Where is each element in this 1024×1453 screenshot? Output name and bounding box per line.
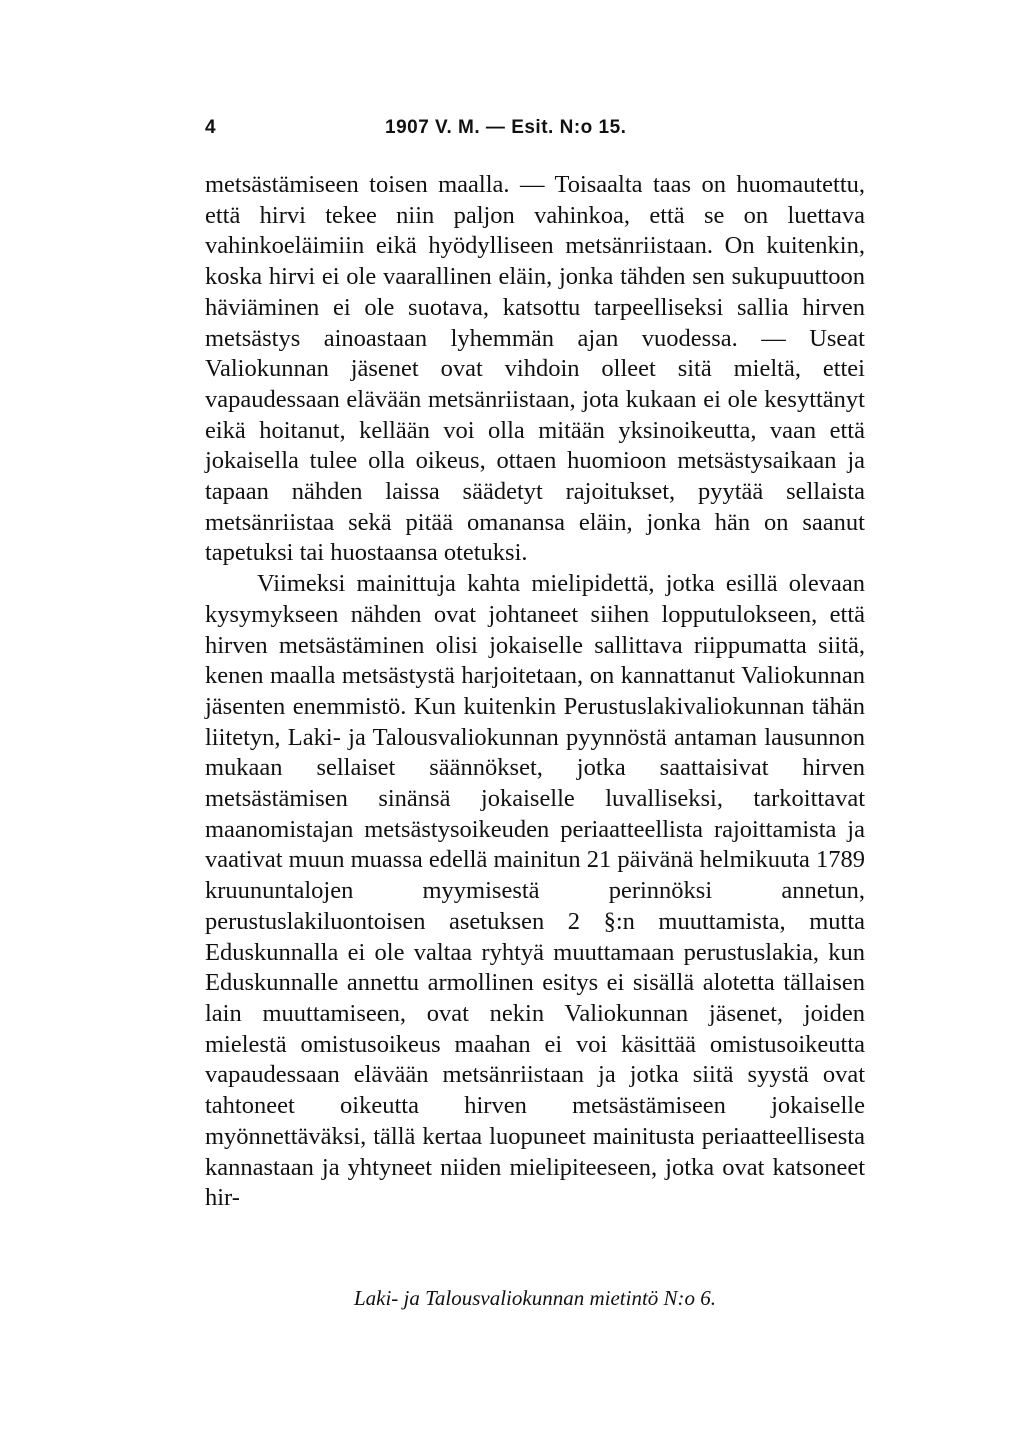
footer-signature: Laki- ja Talousvaliokunnan mietintö N:o 6.	[353, 1286, 717, 1310]
body-text	[205, 170, 865, 1214]
running-header	[205, 117, 865, 147]
page-number: 4	[205, 117, 217, 138]
header-title: 1907 V. M. — Esit. N:o 15.	[385, 117, 627, 138]
paragraph: metsästämiseen toisen maalla. — Toisaalta taas on huomautettu, että hirvi tekee niin paljon vahinkoa, että se on luettava vahinkoeläimiin eikä hyödylliseen metsänriistaan. On kuitenkin, koska hirvi ei ole vaarallinen eläin, jonka tähden sen sukupuuttoon häviäminen ei ole suotava, katsottu tarpeelliseksi sallia hirven metsästys ainoastaan lyhemmän ajan vuodessa. — Useat Valiokunnan jäsenet ovat vihdoin olleet sitä mieltä, ettei vapaudessaan elävään metsänriistaan, jota kukaan ei ole kesyttänyt eikä hoitanut, kellään voi olla mitään yksinoikeutta, vaan että jokaisella tulee olla oikeus, ottaen huomioon metsästysaikaan ja tapaan nähden laissa säädetyt rajoitukset, pyytää sellaista metsänriistaa sekä pitää omanansa eläin, jonka hän on saanut tapetuksi tai huostaansa otetuksi.	[205, 171, 865, 567]
paragraph: Viimeksi mainittuja kahta mielipidettä, jotka esillä olevaan kysymykseen nähden ovat johtaneet siihen lopputulokseen, että hirven metsästäminen olisi jokaiselle sallittava riippumatta siitä, kenen maalla metsästystä harjoitetaan, on kannattanut Valiokunnan jäsenten enemmistö. Kun kuitenkin Perustuslakivaliokunnan tähän liitetyn, Laki- ja Talousvaliokunnan pyynnöstä antaman lausunnon mukaan sellaiset säännökset, jotka saattaisivat hirven metsästämisen sinänsä jokaiselle luvalliseksi, tarkoittavat maanomistajan metsästysoikeuden periaatteellista rajoittamista ja vaativat muun muassa edellä mainitun 21 päivänä helmikuuta 1789 kruununtalojen myymisestä perinnöksi annetun, perustuslakiluontoisen asetuksen 2 §:n muuttamista, mutta Eduskunnalla ei ole valtaa ryhtyä muuttamaan perustuslakia, kun Eduskunnalle annettu armollinen esitys ei sisällä alotetta tällaisen lain muuttamiseen, ovat nekin Valiokunnan jäsenet, joiden mielestä omistusoikeus maahan ei voi käsittää omistusoikeutta vapaudessaan elävään metsänriistaan ja jotka siitä syystä ovat tahtoneet oikeutta hirven metsästämiseen jokaiselle myönnettäväksi, tällä kertaa luopuneet mainitusta periaatteellisesta kannastaan ja yhtyneet niiden mielipiteeseen, jotka ovat katsoneet hir-	[205, 570, 865, 1212]
